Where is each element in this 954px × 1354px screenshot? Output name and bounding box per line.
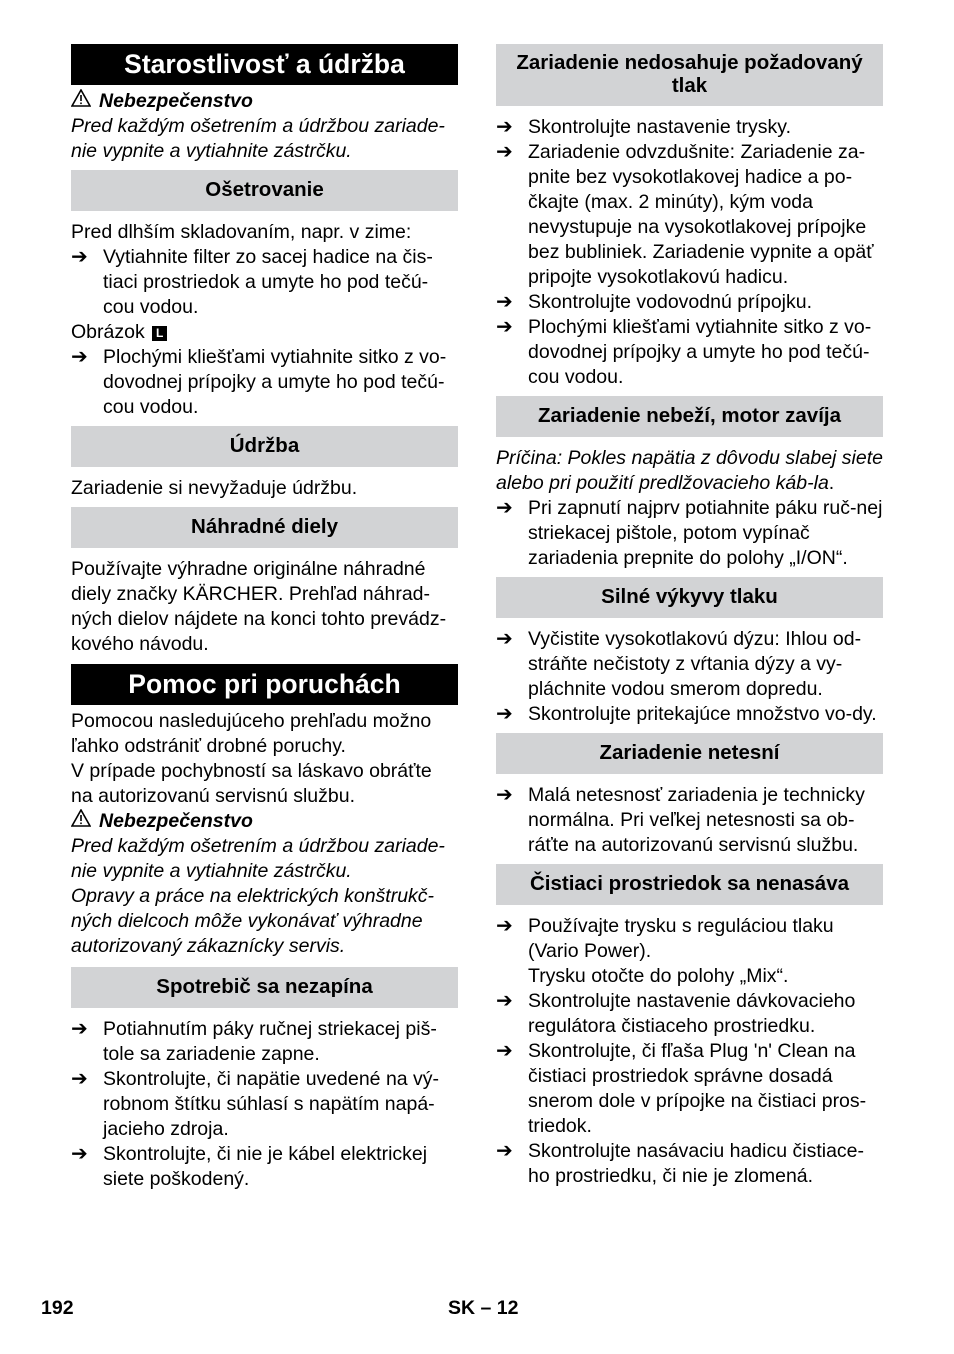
right-column — [496, 44, 883, 1189]
list-item: ➔ Skontrolujte, či nie je kábel elektrickej siete poškodený. — [71, 1143, 428, 1190]
list-item: ➔ Zariadenie odvzdušnite: Zariadenie za-pnite bez vysokotlakovej hadice a po-čkajte (max. 2 minúty), kým voda nevystupuje na vysokotlakovej prípojke bez bubliniek. Zariadenie vypnite a opäť pripojte vysokotlakovú hadicu. — [496, 141, 874, 288]
arrow-right-icon: ➔ — [496, 1040, 513, 1062]
section-footer: SK – 12 — [448, 1297, 519, 1319]
section-heading-care: Starostlivosť a údržba — [71, 44, 458, 85]
arrow-right-icon: ➔ — [71, 1143, 88, 1165]
left-column — [71, 44, 458, 1192]
figure-reference: Obrázok L — [71, 320, 458, 345]
subheading-spotrebic: Spotrebič sa nezapína — [71, 967, 458, 1008]
arrow-right-icon: ➔ — [496, 316, 513, 338]
list-item: ➔ Skontrolujte nasávaciu hadicu čistiace-ho prostriedku, či nie je zlomená. — [496, 1140, 865, 1187]
arrow-right-icon: ➔ — [496, 291, 513, 313]
figure-letter-box: L — [152, 326, 167, 341]
arrow-right-icon: ➔ — [496, 703, 513, 725]
list-item: ➔ Skontrolujte, či fľaša Plug 'n' Clean na čistiaci prostriedok správne dosadá snerom dole v prípojke na čistiaci pros-triedok. — [496, 1040, 867, 1137]
arrow-right-icon: ➔ — [71, 246, 88, 268]
list-item: ➔ Skontrolujte vodovodnú prípojku. — [496, 291, 813, 313]
warning-title: Nebezpečenstvo — [99, 810, 253, 832]
list-item: ➔ Skontrolujte nastavenie dávkovacieho regulátora čistiaceho prostriedku. — [496, 990, 856, 1037]
list-item: ➔ Skontrolujte, či napätie uvedené na vý-robnom štítku súhlasí s napätím napá-jacieho zdroja. — [71, 1068, 440, 1140]
list-item: ➔ Skontrolujte nastavenie trysky. — [496, 116, 792, 138]
list-item-continuation: Trysku otočte do polohy „Mix“. — [528, 965, 789, 987]
list-item: ➔ Potiahnutím páky ručnej striekacej piš-tole sa zariadenie zapne. — [71, 1018, 437, 1065]
list-item: ➔ Skontrolujte pritekajúce množstvo vo-dy. — [496, 703, 877, 725]
paragraph: Pomocou nasledujúceho prehľadu možno ľahko odstrániť drobné poruchy. — [71, 710, 432, 757]
list-item: ➔ Pri zapnutí najprv potiahnite páku ruč-nej striekacej pištole, potom vypínač zariadenia prepnite do polohy „I/ON“. — [496, 497, 883, 569]
warning-title: Nebezpečenstvo — [99, 90, 253, 112]
warning-text: Pred každým ošetrením a údržbou zariade-nie vypnite a vytiahnite zástrčku. — [71, 115, 445, 162]
paragraph: Pred dlhším skladovaním, napr. v zime: — [71, 221, 412, 243]
list-item: ➔ Vyčistite vysokotlakovú dýzu: Ihlou od-stráňte nečistoty z vŕtania dýzy a vy-pláchnite vodou smerom dopredu. — [496, 628, 862, 700]
arrow-right-icon: ➔ — [496, 784, 513, 806]
warning-triangle-icon — [71, 809, 99, 834]
warning-text: Pred každým ošetrením a údržbou zariade-nie vypnite a vytiahnite zástrčku. — [71, 835, 445, 882]
warning-triangle-icon — [71, 89, 99, 114]
cause-paragraph: Príčina: Pokles napätia z dôvodu slabej siete alebo pri použití predlžovacieho káb-la. — [496, 447, 883, 494]
list-item: ➔ Plochými kliešťami vytiahnite sitko z vo-dovodnej prípojky a umyte ho pod tečú-cou vodou. — [496, 316, 872, 388]
warning-heading — [71, 89, 458, 114]
subheading-tlak: Zariadenie nedosahuje požadovaný tlak — [496, 44, 883, 106]
warning-text: Opravy a práce na elektrických konštrukč-ných dielcoch môže vykonávať výhradne autorizovaný zákaznícky servis. — [71, 885, 435, 957]
list-item: ➔ Malá netesnosť zariadenia je technicky normálna. Pri veľkej netesnosti sa ob-ráťte na autorizovanú servisnú službu. — [496, 784, 865, 856]
page-number: 192 — [41, 1297, 74, 1319]
subheading-udrzba: Údržba — [71, 426, 458, 467]
list-item: ➔ Používajte trysku s reguláciou tlaku (Vario Power). — [496, 915, 834, 962]
arrow-right-icon: ➔ — [496, 915, 513, 937]
subheading-motor: Zariadenie nebeží, motor zavíja — [496, 396, 883, 437]
subheading-cistiaci: Čistiaci prostriedok sa nenasáva — [496, 864, 883, 905]
subheading-osetrovanie: Ošetrovanie — [71, 170, 458, 211]
warning-heading — [71, 809, 458, 834]
paragraph: Zariadenie si nevyžaduje údržbu. — [71, 477, 358, 499]
arrow-right-icon: ➔ — [71, 1018, 88, 1040]
paragraph: V prípade pochybností sa láskavo obráťte na autorizovanú servisnú službu. — [71, 760, 432, 807]
arrow-right-icon: ➔ — [496, 141, 513, 163]
subheading-nahradne-diely: Náhradné diely — [71, 507, 458, 548]
arrow-right-icon: ➔ — [496, 497, 513, 519]
subheading-vykyvy: Silné výkyvy tlaku — [496, 577, 883, 618]
arrow-right-icon: ➔ — [496, 116, 513, 138]
arrow-right-icon: ➔ — [496, 990, 513, 1012]
section-heading-pomoc: Pomoc pri poruchách — [71, 664, 458, 705]
arrow-right-icon: ➔ — [71, 346, 88, 368]
subheading-netesni: Zariadenie netesní — [496, 733, 883, 774]
arrow-right-icon: ➔ — [496, 1140, 513, 1162]
arrow-right-icon: ➔ — [496, 628, 513, 650]
list-item: ➔ Plochými kliešťami vytiahnite sitko z vo-dovodnej prípojky a umyte ho pod tečú-cou vodou. — [71, 346, 447, 418]
arrow-right-icon: ➔ — [71, 1068, 88, 1090]
paragraph: Používajte výhradne originálne náhradné diely značky KÄRCHER. Prehľad náhrad-ných dielov nájdete na konci tohto prevádz-kového návodu. — [71, 558, 447, 655]
list-item: ➔ Vytiahnite filter zo sacej hadice na čis-tiaci prostriedok a umyte ho pod tečú-cou vodou. — [71, 246, 433, 318]
